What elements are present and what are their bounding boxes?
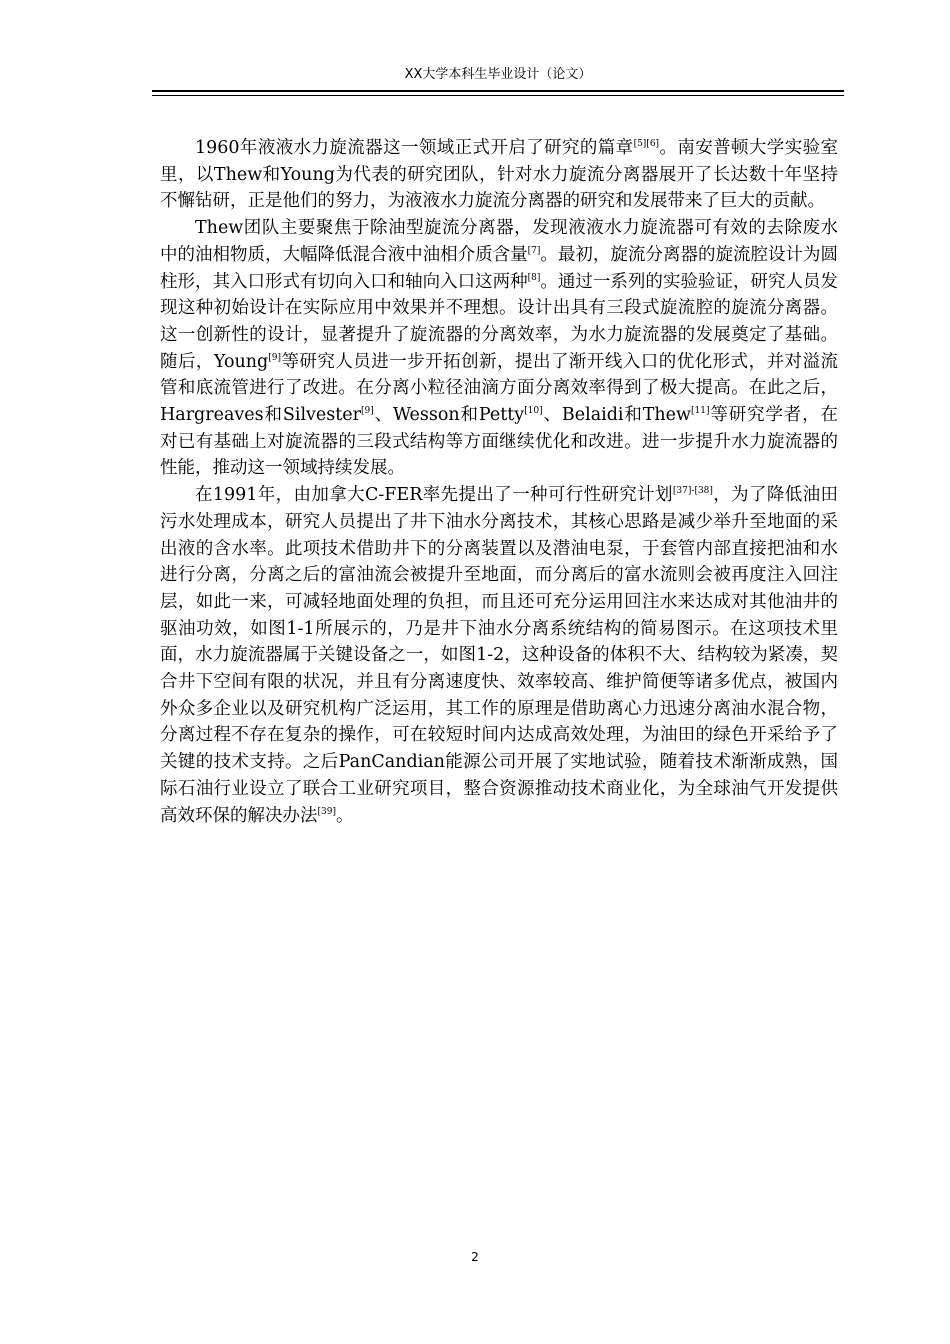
text-run: 等研究人员进一步开拓创新，提出了渐开线入口的优化形式，并对溢流管和底流管进行了改进。在分离小粒径油滴方面分离效率得到了极大提高。在此之后，Hargreaves和Silvester: [160, 351, 838, 426]
text-run: 。通过一系列的实验验证，研究人员发现这种初始设计在实际应用中效果并不理想。设计出具有三段式旋流腔的旋流分离器。这一创新性的设计，显著提升了旋流器的分离效率，为水力旋流器的发展奠定了基础。随后，Young: [160, 271, 839, 372]
page-header-title: XX大学本科生毕业设计（论文）: [404, 67, 592, 82]
text-run: 、Belaidi和Thew: [542, 405, 692, 426]
text-run: 、Wesson和Petty: [373, 405, 525, 426]
text-run: 在1991年，由加拿大C-FER率先提出了一种可行性研究计划: [195, 485, 673, 506]
text-run: Thew团队主要聚焦于除油型旋流分离器，发现液液水力旋流器可有效的去除废水中的油相物质，大幅降低混合液中油相介质含量: [160, 218, 838, 265]
paragraph-1: [160, 135, 838, 215]
citation: [37]-[38]: [672, 486, 713, 497]
citation: [9]: [361, 406, 374, 417]
text-run: 。: [335, 805, 354, 826]
citation: [5][6]: [633, 139, 660, 149]
citation: [7]: [527, 245, 541, 256]
text-run: 。最初，旋流分离器的旋流腔设计为圆柱形，其入口形式有切向入口和轴向入口这两种: [160, 244, 839, 292]
citation: [10]: [524, 406, 543, 417]
text-run: 等研究学者，在对已有基础上对旋流器的三段式结构等方面继续优化和改进。进一步提升水力旋流器的性能，推动这一领域持续发展。: [160, 405, 839, 479]
page-number: 2: [471, 1250, 479, 1264]
text-run: 。南安普顿大学实验室里，以Thew和Young为代表的研究团队，针对水力旋流分离器展开了长达数十年坚持不懈钻研，正是他们的努力，为液液水力旋流分离器的研究和发展带来了巨大的贡献。: [160, 138, 838, 212]
text-run: 1960年液液水力旋流器这一领域正式开启了研究的篇章: [195, 138, 634, 158]
citation: [9]: [268, 352, 281, 363]
body-text: [160, 135, 838, 829]
text-run: ，为了降低油田污水处理成本，研究人员提出了井下油水分离技术，其核心思路是减少举升至地面的采出液的含水率。此项技术借助井下的分离装置以及潜油电泵，于套管内部直接把油和水进行分离，分离之后的富油流会被提升至地面，而分离后的富水流则会被再度注入回注层，如此一来，可减轻地面处理的负担，而且还可充分运用回注水来达成对其他油井的驱油功效，如图1-1所展示的，乃是井下油水分离系统结构的简易图示。在这项技术里面，水力旋流器属于关键设备之一，如图1-2，这种设备的体积不大、结构较为紧凑，契合井下空间有限的状况，并且有分离速度快、效率较高、维护简便等诸多优点，被国内外众多企业以及研究机构广泛运用，其工作的原理是借助离心力迅速分离油水混合物，分离过程不存在复杂的操作，可在较短时间内达成高效处理，为油田的绿色开采给予了关键的技术支持。之后PanCandian能源公司开展了实地试验，随着技术渐渐成熟，国际石油行业设立了联合工业研究项目，整合资源推动技术商业化，为全球油气开发提供高效环保的解决办法: [160, 485, 839, 826]
paragraph-3: [160, 482, 838, 829]
header-rule-thin: [152, 95, 844, 96]
citation: [11]: [691, 406, 710, 417]
header-rule-thick: [152, 90, 844, 92]
citation: [39]: [317, 806, 336, 817]
citation: [8]: [527, 272, 541, 283]
paragraph-2: [160, 215, 838, 482]
